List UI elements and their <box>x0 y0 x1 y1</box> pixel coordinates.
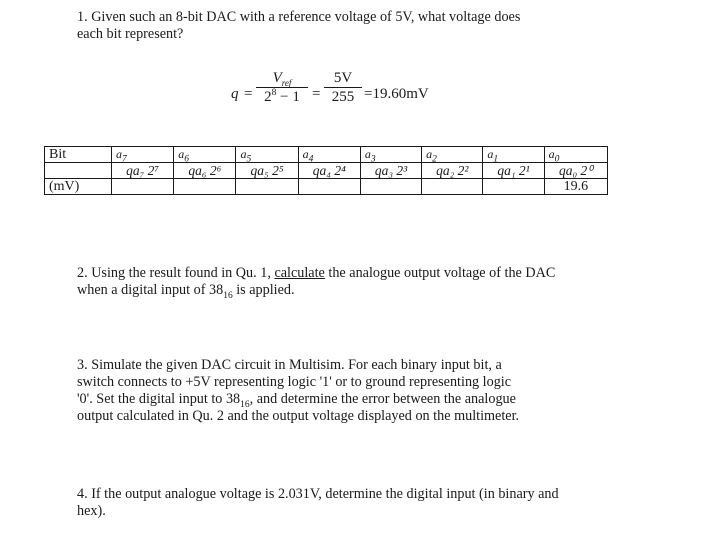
row-label-empty <box>45 163 112 179</box>
weight-cell: qa₅ 2⁵ <box>236 163 298 179</box>
question-4-line-1: 4. If the output analogue voltage is 2.031V, determine the digital input (in binary and <box>77 486 559 502</box>
weight-cell: qa₂ 2² <box>422 163 483 179</box>
table-row-bits <box>45 147 608 163</box>
question-3 <box>77 357 637 425</box>
question-2-line-2: when a digital input of $38_{16}$ is applied. <box>77 282 295 301</box>
question-3-line-2: switch connects to +5V representing logic '1' or to ground representing logic <box>77 374 512 390</box>
bit-cell: $a_2$ <box>422 147 483 163</box>
weight-cell: qa₆ 2⁶ <box>174 163 236 179</box>
question-3-line-3: '0'. Set the digital input to $38_{16}$, and determine the error between the analogue <box>77 391 516 410</box>
value-cell: 19.6 <box>544 179 607 195</box>
formula-q: q <box>231 86 239 102</box>
fraction-value-numerator: 5V <box>333 70 353 86</box>
formula-equals-1: = <box>244 86 253 102</box>
question-3-line-1: 3. Simulate the given DAC circuit in Multisim. For each binary input bit, a <box>77 357 502 373</box>
fraction-vref-denominator: $2^8 - 1$ <box>264 88 300 105</box>
table-row-values <box>45 179 608 195</box>
formula-equals-2: = <box>312 86 321 102</box>
question-2 <box>77 265 637 299</box>
question-1-line-2: each bit represent? <box>77 26 184 42</box>
value-cell <box>422 179 483 195</box>
fraction-vref-numerator: $V_{ref}$ <box>272 70 292 88</box>
question-1 <box>77 9 637 43</box>
fraction-vref <box>256 70 308 105</box>
weight-cell: qa₀ 2⁰ <box>544 163 607 179</box>
question-4-line-2: hex). <box>77 503 106 519</box>
bit-cell: $a_5$ <box>236 147 298 163</box>
bit-cell: $a_0$ <box>544 147 607 163</box>
fraction-value <box>324 70 362 105</box>
bit-cell: $a_7$ <box>112 147 174 163</box>
value-cell <box>298 179 360 195</box>
bit-cell: $a_1$ <box>483 147 544 163</box>
row-label-bit: Bit <box>45 147 112 163</box>
row-label-mv: (mV) <box>45 179 112 195</box>
table-row-weights <box>45 163 608 179</box>
bit-cell: $a_3$ <box>360 147 421 163</box>
question-4 <box>77 486 637 520</box>
value-cell <box>236 179 298 195</box>
weight-cell: qa₁ 2¹ <box>483 163 544 179</box>
weight-cell: qa₄ 2⁴ <box>298 163 360 179</box>
question-3-line-4: output calculated in Qu. 2 and the output voltage displayed on the multimeter. <box>77 408 520 424</box>
bit-cell: $a_4$ <box>298 147 360 163</box>
question-2-line-1: 2. Using the result found in Qu. 1, calculate the analogue output voltage of the DAC <box>77 265 556 281</box>
bit-weight-table <box>44 146 608 195</box>
question-1-line-1: 1. Given such an 8-bit DAC with a reference voltage of 5V, what voltage does <box>77 9 521 25</box>
value-cell <box>360 179 421 195</box>
fraction-bar-2 <box>324 87 362 88</box>
formula-result: =19.60mV <box>364 86 429 102</box>
weight-cell: qa₇ 2⁷ <box>112 163 174 179</box>
bit-cell: $a_6$ <box>174 147 236 163</box>
weight-cell: qa₃ 2³ <box>360 163 421 179</box>
value-cell <box>483 179 544 195</box>
value-cell <box>174 179 236 195</box>
fraction-value-denominator: 255 <box>331 89 355 105</box>
value-cell <box>112 179 174 195</box>
